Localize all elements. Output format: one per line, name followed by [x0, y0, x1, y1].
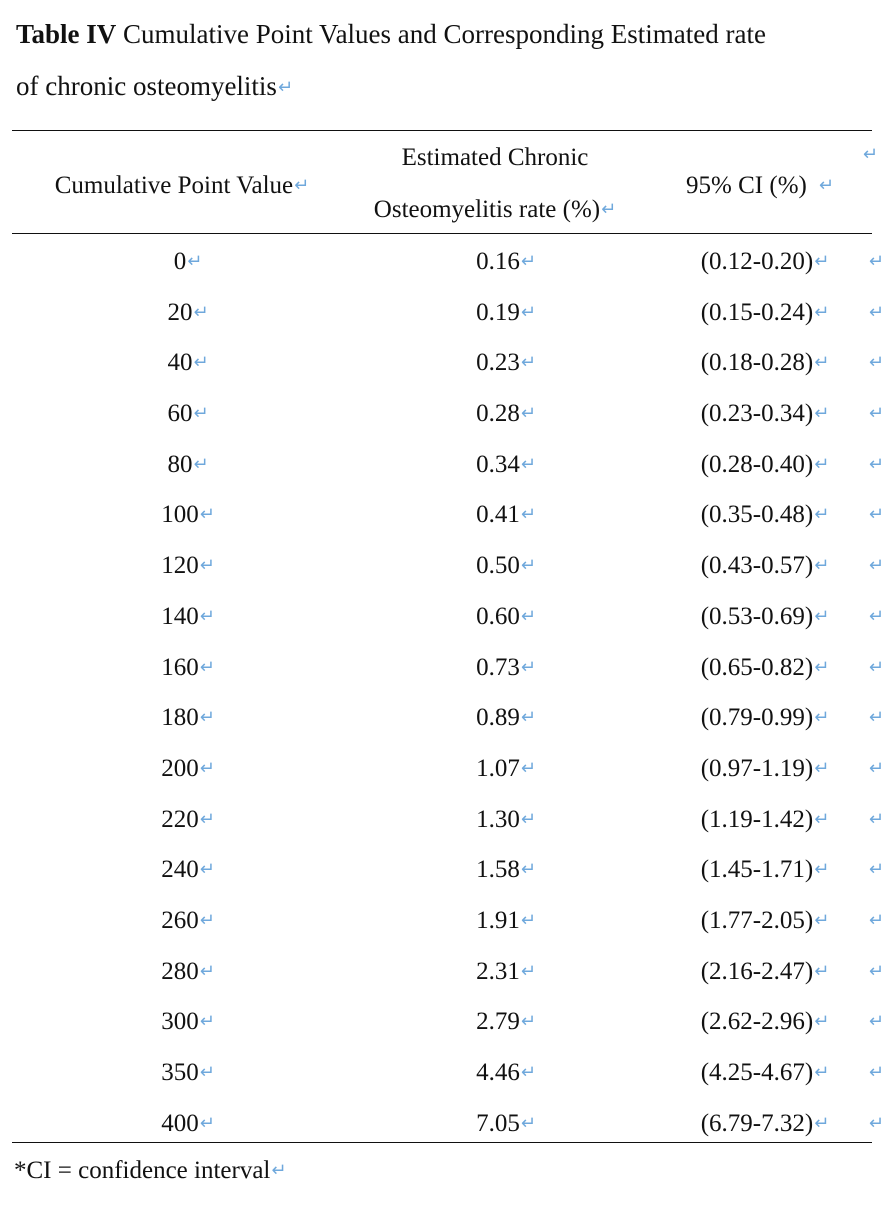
- paragraph-mark-icon: ↵: [193, 403, 209, 425]
- cell-estimated-rate: 0.50↵: [476, 552, 536, 580]
- paragraph-mark-icon: ↵: [520, 301, 536, 323]
- row-end-mark-icon: ↵: [862, 144, 878, 165]
- paragraph-mark-icon: ↵: [814, 1112, 830, 1134]
- cell-point-value: 350↵: [161, 1059, 215, 1086]
- row-end-mark-icon: ↵: [868, 453, 884, 475]
- paragraph-mark-icon: ↵: [199, 707, 215, 729]
- table-top-rule: [12, 130, 872, 131]
- table-body: [12, 237, 884, 1149]
- cell-estimated-rate: 0.41↵: [476, 501, 536, 529]
- row-end-mark-icon: ↵: [868, 352, 884, 374]
- cell-point-value: 120↵: [161, 552, 215, 580]
- paragraph-mark-icon: ↵: [271, 1160, 287, 1181]
- paragraph-mark-icon: ↵: [199, 960, 215, 982]
- row-end-mark-icon: ↵: [868, 251, 884, 272]
- table-row: [12, 592, 884, 643]
- row-end-mark-icon: ↵: [868, 1011, 884, 1033]
- cell-estimated-rate: 2.79↵: [476, 1008, 536, 1036]
- cell-point-value: 300↵: [161, 1008, 215, 1036]
- table-row: [12, 947, 884, 998]
- cell-estimated-rate: 2.31↵: [476, 957, 536, 985]
- cell-point-value: 400↵: [161, 1109, 215, 1137]
- cell-confidence-interval: (0.28-0.40)↵: [700, 450, 830, 478]
- paragraph-mark-icon: ↵: [520, 1062, 536, 1083]
- cell-confidence-interval: (2.62-2.96)↵: [700, 1008, 830, 1036]
- cell-estimated-rate: 0.16↵: [476, 248, 536, 275]
- cell-confidence-interval: (2.16-2.47)↵: [700, 957, 830, 985]
- cell-estimated-rate: 0.73↵: [476, 653, 536, 681]
- row-end-mark-icon: ↵: [868, 757, 884, 779]
- paragraph-mark-icon: ↵: [520, 1011, 536, 1033]
- caption-text-2: of chronic osteomyelitis: [16, 71, 277, 101]
- paragraph-mark-icon: ↵: [193, 453, 209, 475]
- paragraph-mark-icon: ↵: [814, 960, 830, 982]
- cell-point-value: 200↵: [161, 754, 215, 782]
- table-row: [12, 693, 884, 744]
- paragraph-mark-icon: ↵: [814, 808, 830, 830]
- paragraph-mark-icon: ↵: [520, 453, 536, 475]
- table-row: [12, 490, 884, 541]
- cell-confidence-interval: (0.79-0.99)↵: [700, 704, 830, 732]
- table-row: [12, 541, 884, 592]
- paragraph-mark-icon: ↵: [199, 656, 215, 678]
- row-end-mark-icon: ↵: [868, 301, 884, 323]
- table-row: [12, 845, 884, 896]
- cell-point-value: 80↵: [167, 450, 209, 478]
- cell-confidence-interval: (0.23-0.34)↵: [700, 400, 830, 428]
- paragraph-mark-icon: ↵: [199, 1062, 215, 1083]
- cell-confidence-interval: (0.18-0.28)↵: [700, 349, 830, 377]
- table-bottom-rule: [12, 1142, 872, 1143]
- cell-estimated-rate: 0.23↵: [476, 349, 536, 377]
- table-footnote: *CI = confidence interval↵: [14, 1157, 287, 1184]
- header-cumulative-point-value: Cumulative Point Value↵: [54, 172, 310, 199]
- cell-confidence-interval: (0.35-0.48)↵: [700, 501, 830, 529]
- cell-confidence-interval: (6.79-7.32)↵: [700, 1109, 830, 1137]
- cell-point-value: 280↵: [161, 957, 215, 985]
- paragraph-mark-icon: ↵: [814, 1062, 830, 1083]
- cell-point-value: 100↵: [161, 501, 215, 529]
- cell-estimated-rate: 0.28↵: [476, 400, 536, 428]
- cell-confidence-interval: (4.25-4.67)↵: [700, 1059, 830, 1086]
- cell-confidence-interval: (1.45-1.71)↵: [700, 856, 830, 884]
- row-end-mark-icon: ↵: [868, 1062, 884, 1083]
- cell-point-value: 180↵: [161, 704, 215, 732]
- paragraph-mark-icon: ↵: [601, 199, 617, 220]
- cell-confidence-interval: (0.15-0.24)↵: [700, 298, 830, 326]
- paragraph-mark-icon: ↵: [814, 605, 830, 627]
- row-end-mark-icon: ↵: [868, 1112, 884, 1134]
- paragraph-mark-icon: ↵: [520, 403, 536, 425]
- paragraph-mark-icon: ↵: [199, 859, 215, 881]
- cell-estimated-rate: 0.19↵: [476, 298, 536, 326]
- paragraph-mark-icon: ↵: [199, 605, 215, 627]
- paragraph-mark-icon: ↵: [520, 605, 536, 627]
- row-end-mark-icon: ↵: [868, 909, 884, 931]
- paragraph-mark-icon: ↵: [814, 555, 830, 577]
- cell-confidence-interval: (0.65-0.82)↵: [700, 653, 830, 681]
- cell-point-value: 240↵: [161, 856, 215, 884]
- cell-point-value: 60↵: [167, 400, 209, 428]
- cell-estimated-rate: 1.07↵: [476, 754, 536, 782]
- table-row: [12, 1048, 884, 1099]
- cell-point-value: 220↵: [161, 805, 215, 833]
- paragraph-mark-icon: ↵: [520, 656, 536, 678]
- cell-estimated-rate: 0.89↵: [476, 704, 536, 732]
- table-label: Table IV: [16, 19, 117, 49]
- cell-point-value: 40↵: [167, 349, 209, 377]
- paragraph-mark-icon: ↵: [814, 859, 830, 881]
- header-confidence-interval: 95% CI (%) ↵: [686, 172, 834, 199]
- paragraph-mark-icon: ↵: [520, 251, 536, 272]
- paragraph-mark-icon: ↵: [520, 757, 536, 779]
- cell-point-value: 260↵: [161, 906, 215, 934]
- paragraph-mark-icon: ↵: [294, 175, 310, 196]
- paragraph-mark-icon: ↵: [199, 909, 215, 931]
- caption-line-1: [16, 8, 876, 60]
- table-row: [12, 744, 884, 795]
- paragraph-mark-icon: ↵: [193, 301, 209, 323]
- row-end-mark-icon: ↵: [868, 656, 884, 678]
- paragraph-mark-icon: ↵: [520, 1112, 536, 1134]
- cell-estimated-rate: 0.60↵: [476, 602, 536, 630]
- header-estimated-rate-line-2: Osteomyelitis rate (%)↵: [373, 196, 617, 223]
- paragraph-mark-icon: ↵: [199, 757, 215, 779]
- paragraph-mark-icon: ↵: [187, 251, 203, 272]
- caption-line-2: [16, 60, 876, 114]
- cell-point-value: 0↵: [173, 248, 203, 275]
- row-end-mark-icon: ↵: [868, 555, 884, 577]
- cell-point-value: 140↵: [161, 602, 215, 630]
- cell-confidence-interval: (1.77-2.05)↵: [700, 906, 830, 934]
- table-row: [12, 440, 884, 491]
- paragraph-mark-icon: ↵: [277, 77, 294, 98]
- table-row: [12, 338, 884, 389]
- table-caption: [16, 8, 876, 114]
- paragraph-mark-icon: ↵: [199, 808, 215, 830]
- table-row: [12, 389, 884, 440]
- paragraph-mark-icon: ↵: [818, 175, 834, 196]
- cell-estimated-rate: 1.91↵: [476, 906, 536, 934]
- table-row: [12, 643, 884, 694]
- paragraph-mark-icon: ↵: [814, 1011, 830, 1033]
- table-row: [12, 237, 884, 288]
- header-estimated-rate: [345, 132, 645, 236]
- cell-confidence-interval: (0.43-0.57)↵: [700, 552, 830, 580]
- paragraph-mark-icon: ↵: [814, 301, 830, 323]
- paragraph-mark-icon: ↵: [814, 403, 830, 425]
- paragraph-mark-icon: ↵: [814, 453, 830, 475]
- table-row: [12, 288, 884, 339]
- row-end-mark-icon: ↵: [868, 808, 884, 830]
- cell-estimated-rate: 1.30↵: [476, 805, 536, 833]
- paragraph-mark-icon: ↵: [814, 909, 830, 931]
- row-end-mark-icon: ↵: [868, 960, 884, 982]
- row-end-mark-icon: ↵: [868, 859, 884, 881]
- cell-confidence-interval: (0.53-0.69)↵: [700, 602, 830, 630]
- row-end-mark-icon: ↵: [868, 504, 884, 526]
- cell-confidence-interval: (1.19-1.42)↵: [700, 805, 830, 833]
- paragraph-mark-icon: ↵: [199, 1112, 215, 1134]
- paragraph-mark-icon: ↵: [199, 504, 215, 526]
- cell-confidence-interval: (0.97-1.19)↵: [700, 754, 830, 782]
- cell-estimated-rate: 0.34↵: [476, 450, 536, 478]
- cell-estimated-rate: 7.05↵: [476, 1109, 536, 1137]
- paragraph-mark-icon: ↵: [520, 808, 536, 830]
- table-row: [12, 896, 884, 947]
- paragraph-mark-icon: ↵: [199, 555, 215, 577]
- paragraph-mark-icon: ↵: [814, 251, 830, 272]
- paragraph-mark-icon: ↵: [520, 707, 536, 729]
- paragraph-mark-icon: ↵: [520, 960, 536, 982]
- row-end-mark-icon: ↵: [868, 403, 884, 425]
- cell-point-value: 160↵: [161, 653, 215, 681]
- paragraph-mark-icon: ↵: [814, 352, 830, 374]
- paragraph-mark-icon: ↵: [520, 352, 536, 374]
- paragraph-mark-icon: ↵: [814, 757, 830, 779]
- paragraph-mark-icon: ↵: [520, 859, 536, 881]
- cell-estimated-rate: 1.58↵: [476, 856, 536, 884]
- paragraph-mark-icon: ↵: [520, 909, 536, 931]
- table-row: [12, 795, 884, 846]
- paragraph-mark-icon: ↵: [520, 504, 536, 526]
- paragraph-mark-icon: ↵: [814, 707, 830, 729]
- header-estimated-rate-line-1: Estimated Chronic: [401, 144, 589, 171]
- cell-confidence-interval: (0.12-0.20)↵: [700, 248, 830, 275]
- row-end-mark-icon: ↵: [868, 605, 884, 627]
- paragraph-mark-icon: ↵: [814, 504, 830, 526]
- paragraph-mark-icon: ↵: [193, 352, 209, 374]
- table-row: [12, 997, 884, 1048]
- table-header-rule: [12, 233, 872, 234]
- paragraph-mark-icon: ↵: [814, 656, 830, 678]
- caption-text-1: Cumulative Point Values and Corresponding Estimated rate: [116, 19, 766, 49]
- paragraph-mark-icon: ↵: [199, 1011, 215, 1033]
- row-end-mark-icon: ↵: [868, 707, 884, 729]
- cell-point-value: 20↵: [167, 298, 209, 326]
- cell-estimated-rate: 4.46↵: [476, 1059, 536, 1086]
- paragraph-mark-icon: ↵: [520, 555, 536, 577]
